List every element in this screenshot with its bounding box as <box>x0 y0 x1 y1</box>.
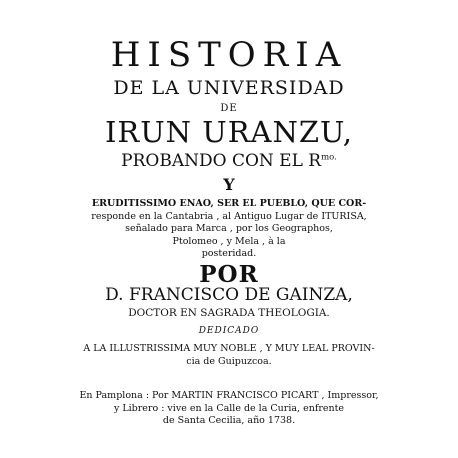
title-de: DE <box>220 103 238 114</box>
description-line-5: posteridad. <box>201 248 257 259</box>
author-name: D. FRANCISCO DE GAINZA, <box>105 285 353 305</box>
imprint-line-3: de Santa Cecilia, año 1738. <box>162 415 296 426</box>
dedication-label: DEDICADO <box>198 326 260 336</box>
title-y: Y <box>223 175 235 194</box>
title-probando <box>0 153 458 170</box>
title-probando-text: PROBANDO CON EL R <box>121 151 322 171</box>
title-probando-sup: mo. <box>321 152 337 163</box>
author-degree: DOCTOR EN SAGRADA THEOLOGIA. <box>128 307 330 319</box>
dedication-line-1: A LA ILLUSTRISSIMA MUY NOBLE , Y MUY LEAL PROVIN- <box>83 343 375 354</box>
description-line-1: ERUDITISSIMO ENAO, SER EL PUEBLO, QUE COR- <box>91 198 367 209</box>
author-por: POR <box>199 261 259 288</box>
dedication-line-2: cia de Guipuzcoa. <box>186 356 272 367</box>
imprint-line-2: y Librero : vive en la Calle de la Curia, enfrente <box>113 403 345 414</box>
title-historia: HISTORIA <box>110 35 348 75</box>
description-line-4: Ptolomeo , y Mela , à la <box>172 236 286 247</box>
imprint-line-1: En Pamplona : Por MARTIN FRANCISCO PICART , Impressor, <box>79 390 379 401</box>
description-line-3: señalado para Marca , por los Geographos, <box>125 223 333 234</box>
title-irun-uranzu: IRUN URANZU, <box>104 115 354 149</box>
description-line-2: responde en la Cantabria , al Antiguo Lugar de ITURISA, <box>91 211 367 222</box>
title-universidad: DE LA UNIVERSIDAD <box>113 77 345 99</box>
